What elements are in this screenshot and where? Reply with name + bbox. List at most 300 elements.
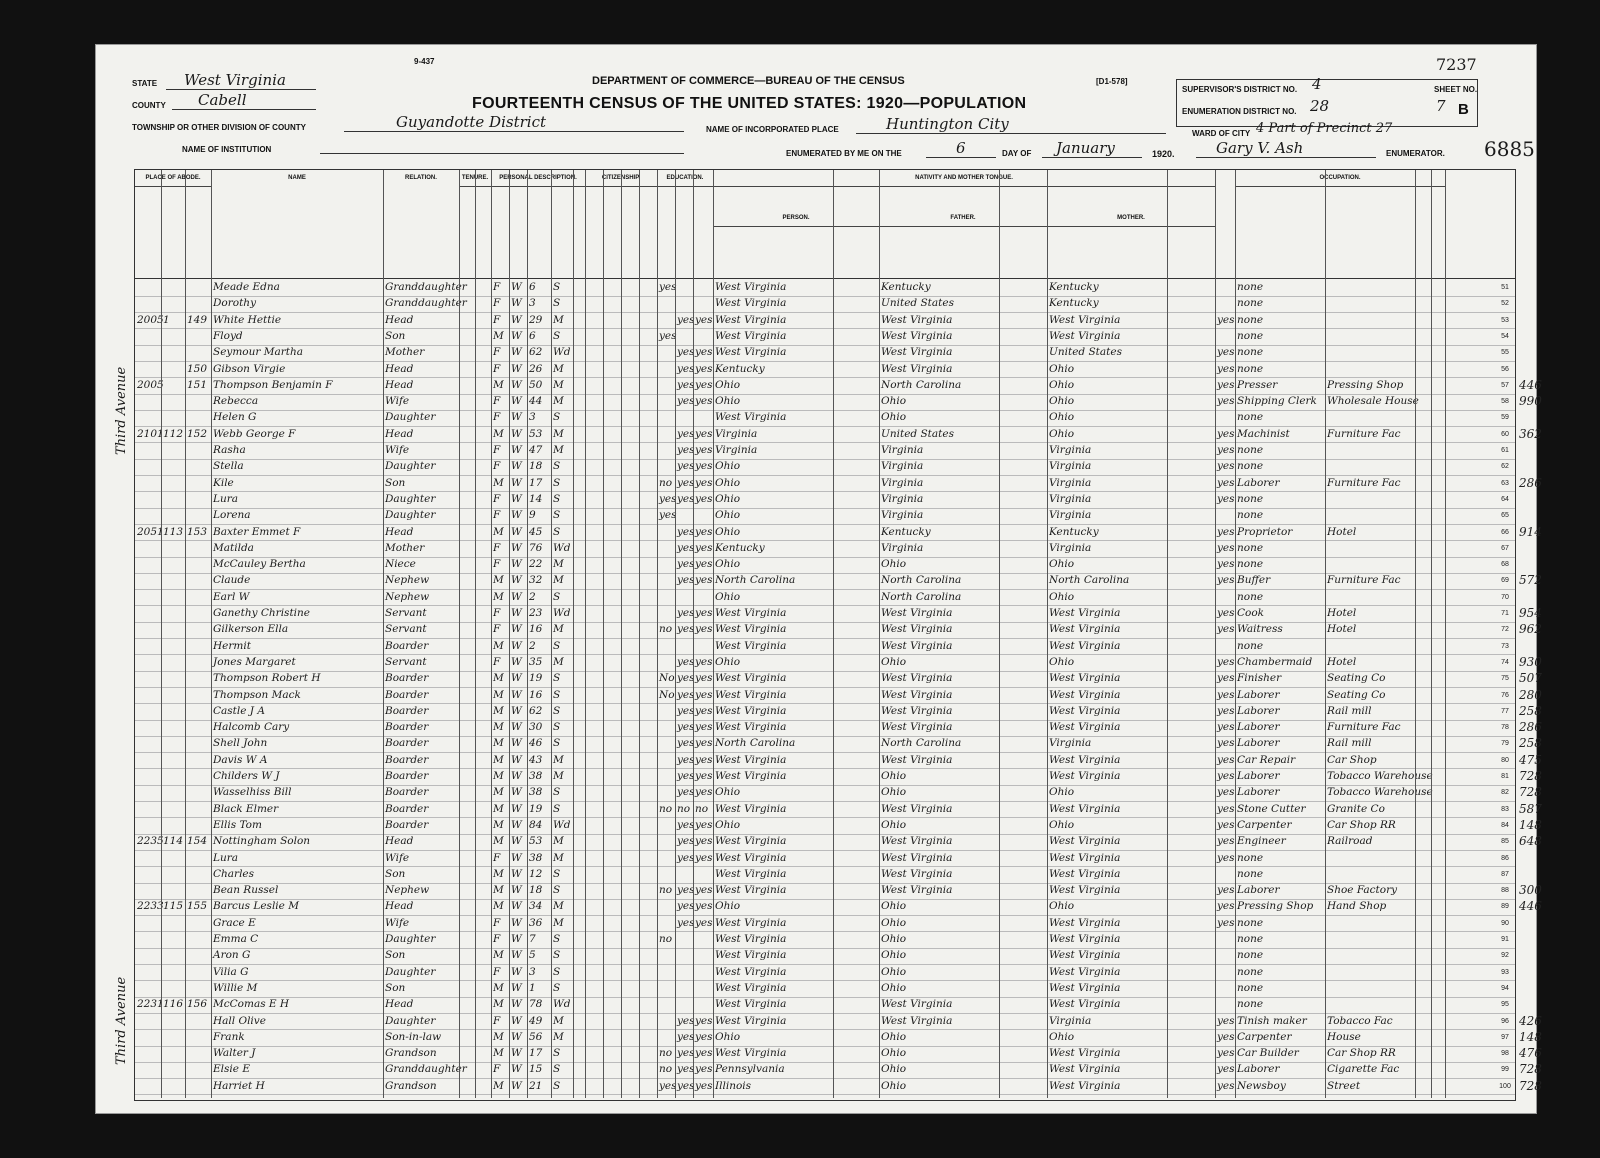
group-father: FATHER. xyxy=(879,210,1048,227)
header-divider xyxy=(135,278,1515,279)
cell-race: W xyxy=(511,933,522,945)
cell-sex: M xyxy=(493,329,504,342)
line-number: 66 xyxy=(1501,528,1509,536)
cell-birth: Ohio xyxy=(715,509,741,522)
cell-occ: none xyxy=(1237,916,1264,929)
cell-write: yes xyxy=(695,460,713,473)
cell-ms: M xyxy=(553,574,564,587)
column-divider xyxy=(211,170,212,1098)
table-row xyxy=(135,394,1542,411)
margin-code: 258 xyxy=(1519,703,1542,718)
cell-mother: West Virginia xyxy=(1049,1063,1121,1076)
cell-ms: M xyxy=(553,851,564,864)
cell-sex: M xyxy=(493,476,504,489)
cell-fam xyxy=(187,932,210,948)
cell-ms: S xyxy=(553,590,561,603)
sheet-side: B xyxy=(1458,101,1469,118)
cell-name: Castle J A xyxy=(213,704,265,717)
cell-birth: West Virginia xyxy=(715,411,787,424)
cell-write xyxy=(695,639,712,655)
cell-father: West Virginia xyxy=(881,851,953,864)
cell-sex: F xyxy=(493,492,501,505)
cell-sex: M xyxy=(493,949,504,962)
cell-read: yes xyxy=(677,313,695,326)
cell-age: 6 xyxy=(529,281,536,293)
cell-ind: Street xyxy=(1327,1079,1361,1092)
cell-fam xyxy=(187,590,210,606)
line-number: 93 xyxy=(1501,968,1509,976)
cell-read xyxy=(677,590,692,606)
cell-school: no xyxy=(659,1063,673,1076)
cell-read: yes xyxy=(677,1079,695,1092)
line-number: 87 xyxy=(1501,870,1509,878)
cell-father: Ohio xyxy=(881,900,907,913)
cell-mother: West Virginia xyxy=(1049,688,1121,701)
line-number: 91 xyxy=(1501,936,1509,943)
cell-race: W xyxy=(511,476,522,489)
column-divider xyxy=(1215,170,1216,1098)
cell-house: 2005 xyxy=(137,313,164,326)
cell-ms: M xyxy=(553,770,564,782)
cell-read: yes xyxy=(677,786,695,799)
cell-name: Baxter Emmet F xyxy=(213,525,301,538)
line-number: 55 xyxy=(1501,349,1509,357)
cell-house xyxy=(137,704,160,720)
cell-rel: Daughter xyxy=(385,460,436,473)
cell-read xyxy=(677,329,692,345)
cell-rel: Son xyxy=(385,867,406,880)
table-row xyxy=(135,997,1515,1014)
cell-ind xyxy=(1327,851,1414,867)
cell-birth: West Virginia xyxy=(715,721,787,734)
cell-ind xyxy=(1327,329,1414,345)
cell-age: 17 xyxy=(529,1047,543,1060)
cell-fam xyxy=(187,557,210,573)
cell-write xyxy=(695,280,712,296)
cell-rel: Daughter xyxy=(385,1014,436,1027)
cell-house xyxy=(137,753,160,769)
cell-race: W xyxy=(511,998,522,1011)
cell-ind xyxy=(1327,932,1414,948)
cell-sex: M xyxy=(493,753,504,766)
cell-occ: none xyxy=(1237,867,1264,880)
cell-house xyxy=(137,1030,160,1046)
cell-father: Ohio xyxy=(881,558,907,571)
cell-rel: Nephew xyxy=(385,590,430,603)
cell-occ: Presser xyxy=(1237,378,1278,391)
cell-father: West Virginia xyxy=(881,867,953,880)
cell-birth: West Virginia xyxy=(715,1047,787,1060)
cell-occ: none xyxy=(1237,851,1264,864)
cell-house xyxy=(137,459,160,475)
cell-write xyxy=(695,867,712,883)
column-divider xyxy=(509,170,510,1098)
cell-read: yes xyxy=(677,655,695,668)
cell-fam xyxy=(187,688,210,704)
cell-father: West Virginia xyxy=(881,753,953,766)
cell-rel: Wife xyxy=(385,395,410,408)
cell-school xyxy=(659,834,674,850)
cell-school xyxy=(659,851,674,867)
census-title: FOURTEENTH CENSUS OF THE UNITED STATES: 1920—POPULATION xyxy=(472,95,1027,112)
cell-ind xyxy=(1327,557,1414,573)
cell-eng: yes xyxy=(1217,835,1235,848)
cell-ms: S xyxy=(553,1079,561,1092)
cell-mother: West Virginia xyxy=(1049,623,1121,636)
cell-dw xyxy=(163,476,184,492)
cell-house xyxy=(137,1079,160,1095)
line-number: 52 xyxy=(1501,300,1509,308)
cell-rel: Son xyxy=(385,476,406,489)
cell-mother: Virginia xyxy=(1049,509,1092,522)
county-underline xyxy=(172,109,316,110)
cell-school xyxy=(659,753,674,769)
cell-house xyxy=(137,622,160,638)
margin-code: 930 xyxy=(1519,654,1542,669)
cell-fam xyxy=(187,883,210,899)
cell-age: 49 xyxy=(529,1014,543,1027)
cell-dw: 115 xyxy=(163,900,184,913)
cell-eng: yes xyxy=(1217,476,1235,489)
cell-father: West Virginia xyxy=(881,607,953,619)
group-personal: PERSONAL DESCRIPTION. xyxy=(491,170,586,187)
department-title: DEPARTMENT OF COMMERCE—BUREAU OF THE CENSUS xyxy=(592,75,905,87)
cell-rel: Daughter xyxy=(385,411,436,424)
cell-age: 3 xyxy=(529,965,536,978)
institution-label: NAME OF INSTITUTION xyxy=(182,145,272,154)
cell-fam xyxy=(187,541,210,557)
cell-occ: none xyxy=(1237,362,1264,375)
cell-fam xyxy=(187,948,210,964)
cell-mother: West Virginia xyxy=(1049,753,1121,766)
cell-father: West Virginia xyxy=(881,704,953,717)
sheet-label: SHEET NO. xyxy=(1434,85,1478,94)
cell-race: W xyxy=(511,395,522,408)
line-number: 70 xyxy=(1501,593,1509,601)
line-number: 95 xyxy=(1501,1001,1509,1009)
cell-house xyxy=(137,802,160,818)
cell-dw xyxy=(163,1030,184,1046)
cell-age: 3 xyxy=(529,411,536,424)
cell-occ: Machinist xyxy=(1237,427,1290,440)
cell-name: Floyd xyxy=(213,329,243,342)
cell-ind: Furniture Fac xyxy=(1327,574,1401,587)
cell-father: North Carolina xyxy=(881,574,962,587)
cell-eng: yes xyxy=(1217,672,1235,685)
cell-dw xyxy=(163,280,184,296)
cell-ind xyxy=(1327,867,1414,883)
cell-eng: yes xyxy=(1217,525,1235,538)
cell-school: no xyxy=(659,802,673,815)
cell-write: yes xyxy=(695,1030,713,1043)
cell-father: Ohio xyxy=(881,655,907,668)
cell-birth: Ohio xyxy=(715,655,741,668)
cell-fam xyxy=(187,394,210,410)
cell-dw: 112 xyxy=(163,427,184,440)
cell-name: Vilia G xyxy=(213,965,249,978)
cell-occ: none xyxy=(1237,981,1264,994)
cell-age: 34 xyxy=(529,900,543,913)
cell-read: yes xyxy=(677,476,695,489)
table-row xyxy=(135,1013,1542,1031)
cell-dw xyxy=(163,1079,184,1095)
cell-fam xyxy=(187,1062,210,1078)
cell-read: yes xyxy=(677,916,695,929)
cell-occ: Laborer xyxy=(1237,737,1280,750)
cell-write: yes xyxy=(695,884,713,897)
cell-write xyxy=(695,296,712,312)
cell-fam xyxy=(187,492,210,508)
line-number: 68 xyxy=(1501,561,1509,569)
cell-race: W xyxy=(511,786,522,799)
margin-code: 914 xyxy=(1519,524,1542,539)
cell-school xyxy=(659,606,674,622)
line-number: 58 xyxy=(1501,398,1509,406)
cell-rel: Daughter xyxy=(385,492,436,505)
cell-name: Nottingham Solon xyxy=(213,835,311,848)
cell-fam xyxy=(187,916,210,932)
cell-eng: yes xyxy=(1217,884,1235,897)
cell-write: no xyxy=(695,802,709,815)
cell-fam xyxy=(187,296,210,312)
cell-birth: Ohio xyxy=(715,460,741,473)
cell-mother: United States xyxy=(1049,346,1122,359)
cell-occ: Laborer xyxy=(1237,770,1280,782)
cell-birth: West Virginia xyxy=(715,851,787,864)
cell-age: 62 xyxy=(529,346,543,359)
line-number: 77 xyxy=(1501,707,1509,715)
cell-ms: S xyxy=(553,639,561,652)
cell-rel: Boarder xyxy=(385,737,429,750)
cell-dw: 1 xyxy=(163,313,170,326)
cell-eng: yes xyxy=(1217,492,1235,505)
enumerated-label: ENUMERATED BY ME ON THE xyxy=(786,149,902,158)
cell-house xyxy=(137,492,160,508)
cell-eng: yes xyxy=(1217,688,1235,701)
cell-write: yes xyxy=(695,444,713,456)
cell-father: West Virginia xyxy=(881,721,953,734)
cell-occ: none xyxy=(1237,933,1264,945)
cell-read: yes xyxy=(677,818,695,831)
cell-read xyxy=(677,932,692,948)
line-number: 61 xyxy=(1501,447,1509,454)
cell-house xyxy=(137,688,160,704)
line-number: 82 xyxy=(1501,789,1509,797)
cell-eng: yes xyxy=(1217,770,1235,782)
line-number: 75 xyxy=(1501,675,1509,683)
cell-ms: M xyxy=(553,623,564,636)
cell-house xyxy=(137,394,160,410)
cell-eng: yes xyxy=(1217,1079,1235,1092)
cell-ms: M xyxy=(553,395,564,408)
cell-dw xyxy=(163,671,184,687)
cell-dw xyxy=(163,1062,184,1078)
cell-mother: Virginia xyxy=(1049,476,1092,489)
cell-ms: Wd xyxy=(553,346,571,359)
cell-read xyxy=(677,981,692,997)
cell-mother: West Virginia xyxy=(1049,835,1121,848)
cell-read: yes xyxy=(677,688,695,701)
cell-read: yes xyxy=(677,1014,695,1027)
cell-mother: West Virginia xyxy=(1049,867,1121,880)
cell-fam: 154 xyxy=(187,835,208,848)
cell-father: Ohio xyxy=(881,933,907,945)
cell-sex: F xyxy=(493,933,501,945)
cell-father: Kentucky xyxy=(881,525,931,538)
cell-eng: yes xyxy=(1217,721,1235,734)
cell-occ: none xyxy=(1237,313,1264,326)
cell-father: North Carolina xyxy=(881,737,962,750)
cell-race: W xyxy=(511,1030,522,1043)
cell-sex: M xyxy=(493,981,504,994)
cell-fam xyxy=(187,345,210,361)
cell-ind: Seating Co xyxy=(1327,672,1386,685)
margin-code: 446 xyxy=(1519,899,1542,914)
table-row xyxy=(135,1062,1542,1079)
margin-code: 280 xyxy=(1519,687,1542,702)
cell-name: Jones Margaret xyxy=(213,655,296,668)
column-divider xyxy=(161,170,162,1098)
line-number: 94 xyxy=(1501,984,1509,992)
cell-eng xyxy=(1217,997,1234,1013)
cell-house: 2005 xyxy=(137,378,164,391)
cell-name: Hall Olive xyxy=(213,1014,266,1027)
cell-fam xyxy=(187,639,210,655)
cell-read: yes xyxy=(677,460,695,473)
cell-occ: Engineer xyxy=(1237,835,1286,848)
cell-rel: Servant xyxy=(385,623,427,636)
cell-father: Ohio xyxy=(881,770,907,782)
cell-birth: West Virginia xyxy=(715,672,787,685)
cell-race: W xyxy=(511,607,522,619)
cell-dw xyxy=(163,704,184,720)
cell-birth: Ohio xyxy=(715,1030,741,1043)
cell-ind xyxy=(1327,590,1414,606)
cell-house xyxy=(137,883,160,899)
cell-birth: West Virginia xyxy=(715,607,787,619)
cell-dw xyxy=(163,932,184,948)
cell-sex: F xyxy=(493,313,501,326)
cell-rel: Nephew xyxy=(385,884,430,897)
cell-birth: West Virginia xyxy=(715,949,787,962)
cell-occ: none xyxy=(1237,965,1264,978)
cell-ms: S xyxy=(553,933,561,945)
cell-age: 84 xyxy=(529,818,543,831)
cell-father: United States xyxy=(881,427,954,440)
cell-ms: S xyxy=(553,981,561,994)
cell-school xyxy=(659,899,674,915)
cell-dw xyxy=(163,329,184,345)
cell-dw xyxy=(163,720,184,736)
cell-birth: Ohio xyxy=(715,900,741,913)
cell-mother: Ohio xyxy=(1049,1030,1075,1043)
cell-name: Thompson Robert H xyxy=(213,672,321,685)
enumerator-label: ENUMERATOR. xyxy=(1386,149,1445,158)
cell-rel: Boarder xyxy=(385,770,429,782)
cell-age: 53 xyxy=(529,835,543,848)
cell-read xyxy=(677,948,692,964)
cell-name: Meade Edna xyxy=(213,281,280,293)
line-number: 92 xyxy=(1501,952,1509,960)
cell-house xyxy=(137,410,160,426)
group-abode: PLACE OF ABODE. xyxy=(135,170,212,187)
line-number: 88 xyxy=(1501,887,1509,895)
cell-age: 7 xyxy=(529,933,536,945)
cell-rel: Wife xyxy=(385,916,410,929)
cell-father: Virginia xyxy=(881,509,924,522)
cell-eng: yes xyxy=(1217,851,1235,864)
cell-race: W xyxy=(511,884,522,897)
cell-mother: West Virginia xyxy=(1049,884,1121,897)
column-divider xyxy=(603,170,604,1098)
cell-race: W xyxy=(511,509,522,522)
cell-occ: none xyxy=(1237,639,1264,652)
cell-mother: West Virginia xyxy=(1049,981,1121,994)
cell-age: 5 xyxy=(529,949,536,962)
cell-school xyxy=(659,362,674,378)
cell-sex: F xyxy=(493,297,501,310)
cell-birth: West Virginia xyxy=(715,965,787,978)
cell-dw xyxy=(163,378,184,394)
margin-code: 728 xyxy=(1519,785,1542,800)
cell-eng xyxy=(1217,508,1234,524)
cell-write xyxy=(695,410,712,426)
column-divider xyxy=(585,170,586,1098)
cell-race: W xyxy=(511,949,522,962)
cell-write xyxy=(695,981,712,997)
cell-occ: Finisher xyxy=(1237,672,1282,685)
cell-ind: Hotel xyxy=(1327,623,1357,636)
line-number: 99 xyxy=(1501,1066,1509,1074)
cell-race: W xyxy=(511,1079,522,1092)
cell-father: Ohio xyxy=(881,981,907,994)
cell-ind xyxy=(1327,313,1414,329)
cell-rel: Head xyxy=(385,427,414,440)
cell-rel: Son-in-law xyxy=(385,1030,442,1043)
cell-birth: West Virginia xyxy=(715,981,787,994)
cell-eng: yes xyxy=(1217,818,1235,831)
cell-occ: Laborer xyxy=(1237,704,1280,717)
cell-fam: 153 xyxy=(187,525,208,538)
cell-ms: S xyxy=(553,297,561,310)
cell-ms: Wd xyxy=(553,818,571,831)
cell-name: Seymour Martha xyxy=(213,346,304,359)
cell-ind: Shoe Factory xyxy=(1327,884,1398,897)
cell-name: Ganethy Christine xyxy=(213,607,310,619)
cell-name: Thompson Mack xyxy=(213,688,301,701)
cell-father: West Virginia xyxy=(881,313,953,326)
cell-rel: Boarder xyxy=(385,672,429,685)
cell-dw xyxy=(163,981,184,997)
cell-sex: M xyxy=(493,721,504,734)
cell-school xyxy=(659,1014,674,1030)
cell-birth: Ohio xyxy=(715,525,741,538)
cell-race: W xyxy=(511,818,522,831)
cell-rel: Grandson xyxy=(385,1047,437,1060)
line-number: 71 xyxy=(1501,610,1509,617)
column-divider xyxy=(999,170,1000,1098)
cell-write xyxy=(695,932,712,948)
table-row xyxy=(135,296,1515,313)
cell-house: 2231 xyxy=(137,998,164,1011)
table-row xyxy=(135,329,1515,346)
cell-father: North Carolina xyxy=(881,590,962,603)
cell-ms: Wd xyxy=(553,998,571,1011)
cell-ms: S xyxy=(553,704,561,717)
cell-birth: West Virginia xyxy=(715,313,787,326)
cell-eng xyxy=(1217,296,1234,312)
cell-race: W xyxy=(511,1014,522,1027)
